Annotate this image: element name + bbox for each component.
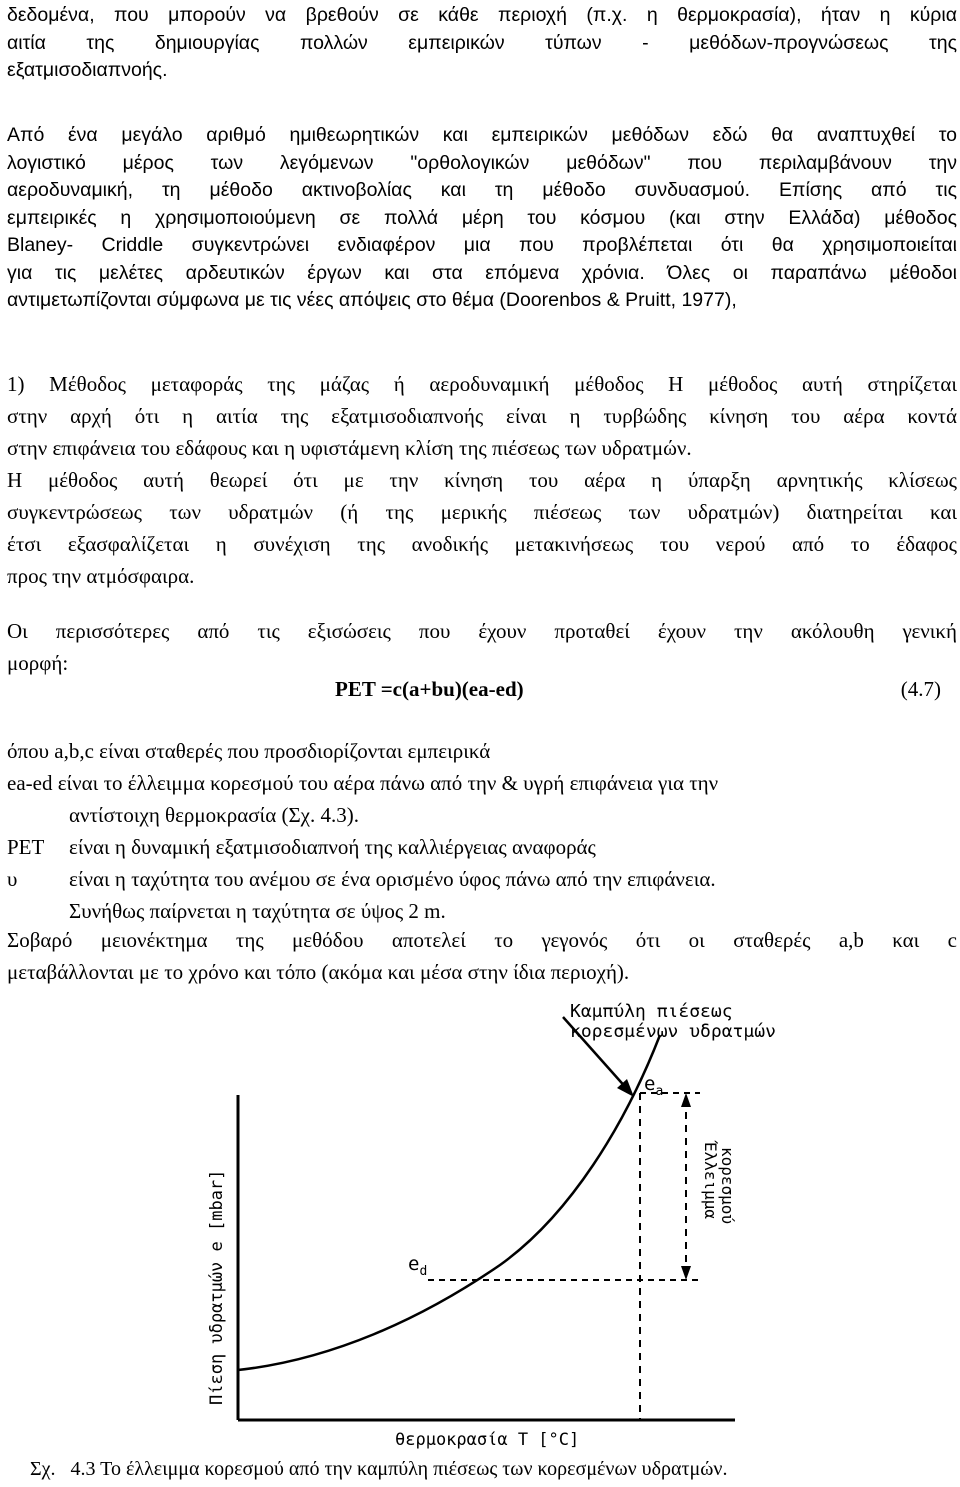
equation-number: (4.7) [900,677,941,701]
text-line: έτσι εξασφαλίζεται η συνέχιση της ανοδικής μετακινήσεως του νερού από το έδαφος [7,532,957,556]
mass-transfer-section [7,368,957,592]
deficit-label-line1: Έλλειμμα [701,1142,720,1220]
text-line: συγκεντρώσεως των υδρατμών (ή της μερικής πιέσεως των υδρατμών) διατηρείται και [7,500,957,524]
text-line: Από ένα μεγάλο αριθμό ημιθεωρητικών και εμπειρικών μεθόδων εδώ θα αναπτυχθεί το [7,124,957,146]
curve-label-line2: κορεσμένων υδρατμών [570,1021,776,1042]
definition-u [7,863,716,895]
text-line: στην επιφάνεια του εδάφους και η υφιστάμενη κλίση της πιέσεως των υδρατμών. [7,436,692,460]
curve-label-line1: Καμπύλη πιέσεως [570,1001,733,1022]
text-line: μεταβάλλονται με το χρόνο και τόπο (ακόμα και μέσα στην ίδια περιοχή). [7,960,630,984]
text-line: αεροδυναμική, τη μέθοδο ακτινοβολίας και τη μέθοδο συνδυασμού. Επίσης από τις [7,179,957,201]
text-line: προς την ατμόσφαιρα. [7,564,195,588]
equation-4-7 [7,677,957,709]
text-line: 1) Μέθοδος μεταφοράς της μάζας ή αεροδυναμική μέθοδος Η μέθοδος αυτή στηρίζεται [7,372,957,396]
text-line: λογιστικό μέρος των λεγόμενων "ορθολογικών μεθόδων" που περιλαμβάνουν την [7,151,957,174]
caption-number: Σχ. 4.3 [30,1458,96,1480]
definition-text: είναι η δυναμική εξατμισοδιαπνοή της καλλιέργειας αναφοράς [69,835,596,859]
text-line: εμπειρικές η χρησιμοποιούμενη σε πολλά μέρη του κόσμου (και στην Ελλάδα) μέθοδος [7,206,957,229]
methods-paragraph [7,122,957,315]
definition-term: PET [7,835,45,859]
equation-text: PET =c(a+bu)(ea-ed) [335,677,524,701]
deficit-arrow-up [681,1093,691,1107]
text-line: στην αρχή ότι η αιτία της εξατμισοδιαπνοής είναι η τυρβώδης κίνηση του αέρα κοντά [7,404,957,428]
definition-eaed: ea-ed είναι το έλλειμμα κορεσμού του αέρα πάνω από την & υγρή επιφάνεια για την [7,771,719,795]
text-line: εξατμισοδιαπνοής. [7,59,168,81]
text-line: αντιμετωπίζονται σύμφωνα με τις νέες απόψεις στο θέμα (Doorenbos & Pruitt, 1977), [7,289,737,311]
definition-u-cont: Συνήθως παίρνεται η ταχύτητα σε ύψος 2 m. [69,899,446,923]
deficit-label-line2: κορεσμού [718,1147,737,1225]
ed-label: $e_d$ [408,1253,428,1279]
definition-term: υ [7,867,18,891]
text-line: μορφή: [7,651,69,675]
definition-eaed-cont: αντίστοιχη θερμοκρασία (Σχ. 4.3). [69,803,359,827]
definition-abc: όπου a,b,c είναι σταθερές που προσδιορίζονται εμπειρικά [7,739,491,763]
text-line: δεδομένα, που μπορούν να βρεθούν σε κάθε περιοχή (π.χ. η θερμοκρασία), ήταν η κύρια [7,4,957,26]
saturation-deficit-figure [0,975,960,1455]
definition-text: είναι η ταχύτητα του ανέμου σε ένα ορισμένο ύφος πάνω από την επιφάνεια. [69,867,716,891]
caption-text: Το έλλειμμα κορεσμού από την καμπύλη πιέσεως των κορεσμένων υδρατμών. [100,1458,728,1480]
general-form-paragraph [7,615,957,679]
x-axis-label: θερμοκρασία T [°C] [395,1430,580,1450]
ea-label: $e_a$ [644,1073,664,1099]
text-line: Σοβαρό μειονέκτημα της μεθόδου αποτελεί το γεγονός ότι οι σταθερές a,b και c [7,928,957,952]
text-line: Η μέθοδος αυτή θεωρεί ότι με την κίνηση του αέρα η ύπαρξη αρνητικής κλίσεως [7,468,957,492]
figure-caption [30,1458,727,1481]
text-line: αιτία της δημιουργίας πολλών εμπειρικών τύπων - μεθόδων-προγνώσεως της [7,31,957,54]
text-line: Οι περισσότερες από τις εξισώσεις που έχουν προταθεί έχουν την ακόλουθη γενική [7,619,957,643]
saturation-curve [238,1035,660,1370]
intro-paragraph [7,2,957,85]
text-line: Blaney- Criddle συγκεντρώνει ενδιαφέρον μια που προβλέπεται ότι θα χρησιμοποιείται [7,234,957,256]
definition-pet [7,831,596,863]
y-axis-label: Πίεση υδρατμών e [mbar] [207,1169,227,1405]
deficit-arrow-down [681,1266,691,1280]
text-line: για τις μελέτες αρδευτικών έργων και στα επόμενα χρόνια. Όλες οι παραπάνω μέθοδοι [7,261,957,284]
